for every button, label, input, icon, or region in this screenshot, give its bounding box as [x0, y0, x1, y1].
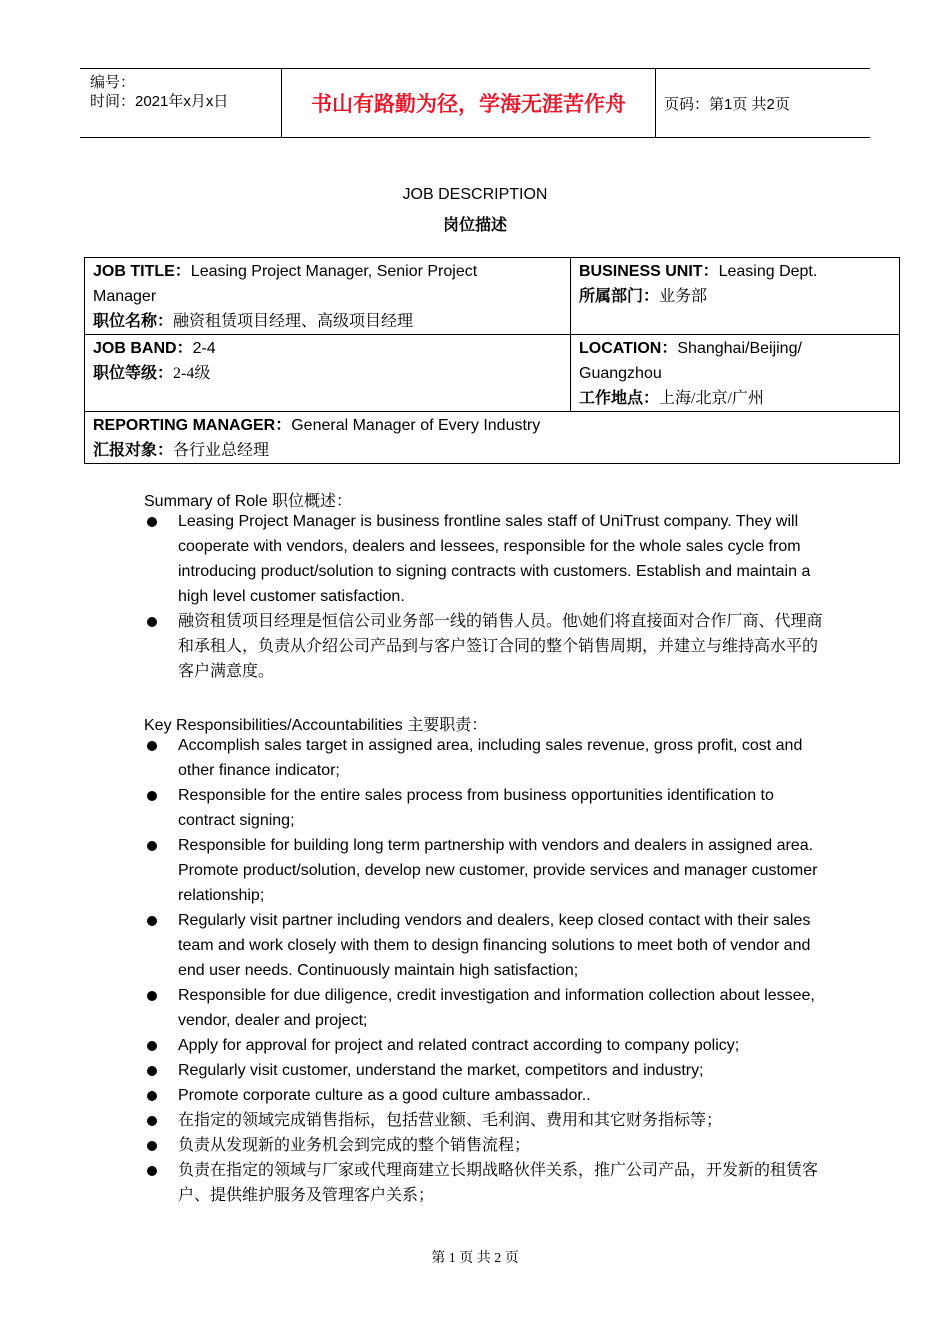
- list-item: [144, 1158, 824, 1208]
- bullet-icon: [147, 1116, 157, 1126]
- bullet-icon: [147, 916, 157, 926]
- job-title-cell: [85, 258, 571, 335]
- location-cell: [571, 335, 900, 412]
- job-info-table: [84, 257, 900, 464]
- job-title-cn-label: 职位名称：: [93, 313, 174, 330]
- bullet-icon: [147, 517, 157, 527]
- responsibility-text: Responsible for due diligence, credit investigation and information collection about lessee, vendor, dealer and project;: [178, 987, 815, 1029]
- header-page-info: 页码：第1页 共2页: [664, 95, 790, 113]
- business-unit-cn-value: 业务部: [659, 288, 708, 305]
- job-title-label: JOB TITLE：: [93, 263, 191, 280]
- time-label: 时间：2021年x月x日: [90, 93, 229, 110]
- job-title-value-2: Manager: [93, 288, 157, 305]
- business-unit-value: Leasing Dept.: [718, 263, 818, 280]
- job-title-value: Leasing Project Manager, Senior Project: [190, 263, 478, 280]
- page-header: [80, 68, 870, 138]
- bullet-icon: [147, 1141, 157, 1151]
- list-item: [144, 1108, 824, 1133]
- list-item: [144, 509, 824, 609]
- location-value-2: Guangzhou: [579, 365, 662, 382]
- responsibility-text: Apply for approval for project and related contract according to company policy;: [178, 1037, 740, 1054]
- header-motto: 书山有路勤为径，学海无涯苦作舟: [281, 69, 656, 137]
- responsibilities-heading: Key Responsibilities/Accountabilities 主要职责：: [144, 717, 488, 734]
- bullet-icon: [147, 1166, 157, 1176]
- responsibility-text: Responsible for the entire sales process from business opportunities identification to contract signing;: [178, 787, 774, 829]
- reporting-label: REPORTING MANAGER：: [93, 417, 292, 434]
- bullet-icon: [147, 1066, 157, 1076]
- job-band-label: JOB BAND：: [93, 340, 193, 357]
- business-unit-cell: [571, 258, 900, 335]
- reporting-cn-value: 各行业总经理: [173, 442, 270, 459]
- list-item: [144, 983, 824, 1033]
- header-meta: [80, 69, 281, 137]
- list-item: [144, 908, 824, 983]
- bullet-icon: [147, 991, 157, 1001]
- bullet-icon: [147, 841, 157, 851]
- list-item: [144, 1033, 824, 1058]
- summary-item-text: 融资租赁项目经理是恒信公司业务部一线的销售人员。他\她们将直接面对合作厂商、代理商和承租人，负责从介绍公司产品到与客户签订合同的整个销售周期，并建立与维持高水平的客户满意度。: [178, 613, 823, 680]
- business-unit-cn-label: 所属部门：: [579, 288, 660, 305]
- bullet-icon: [147, 741, 157, 751]
- document-title: JOB DESCRIPTION: [402, 186, 548, 203]
- responsibility-text: Regularly visit customer, understand the market, competitors and industry;: [178, 1062, 704, 1079]
- responsibility-text: Regularly visit partner including vendors and dealers, keep closed contact with their sales team and work closely with them to design financing solutions to meet both of vendor and end user needs. Continuously maintain high satisfaction;: [178, 912, 811, 979]
- responsibility-text: Promote corporate culture as a good culture ambassador..: [178, 1087, 591, 1104]
- list-item: [144, 1133, 824, 1158]
- responsibilities-list: [144, 733, 824, 1208]
- location-cn-value: 上海/北京/广州: [659, 390, 764, 407]
- document-title-cn: 岗位描述: [442, 217, 507, 234]
- location-value: Shanghai/Beijing/: [677, 340, 802, 357]
- summary-list: [144, 509, 824, 684]
- location-label: LOCATION：: [579, 340, 678, 357]
- number-label: 编号：: [90, 74, 136, 91]
- reporting-cell: [85, 412, 900, 464]
- summary-heading: Summary of Role 职位概述：: [144, 493, 353, 510]
- bullet-icon: [147, 1041, 157, 1051]
- business-unit-label: BUSINESS UNIT：: [579, 263, 719, 280]
- job-band-value: 2-4: [192, 340, 216, 357]
- responsibility-text: 负责在指定的领域与厂家或代理商建立长期战略伙伴关系，推广公司产品，开发新的租赁客户、提供维护服务及管理客户关系；: [178, 1162, 819, 1204]
- location-cn-label: 工作地点：: [579, 390, 660, 407]
- list-item: [144, 609, 824, 684]
- responsibility-text: 在指定的领域完成销售指标，包括营业额、毛利润、费用和其它财务指标等；: [178, 1112, 723, 1129]
- page-footer: 第 1 页 共 2 页: [431, 1251, 519, 1266]
- job-band-cell: [85, 335, 571, 412]
- bullet-icon: [147, 617, 157, 627]
- bullet-icon: [147, 791, 157, 801]
- reporting-value: General Manager of Every Industry: [291, 417, 541, 434]
- list-item: [144, 1058, 824, 1083]
- job-title-cn-value: 融资租赁项目经理、高级项目经理: [173, 313, 414, 330]
- job-band-cn-label: 职位等级：: [93, 365, 174, 382]
- bullet-icon: [147, 1091, 157, 1101]
- list-item: [144, 1083, 824, 1108]
- job-band-cn-value: 2-4级: [173, 365, 211, 382]
- summary-item-text: Leasing Project Manager is business frontline sales staff of UniTrust company. They will cooperate with vendors, dealers and lessees, responsible for the whole sales cycle from introducing product/solution to signing contracts with customers. Establish and maintain a high level customer satisfaction.: [178, 513, 811, 605]
- responsibility-text: Responsible for building long term partnership with vendors and dealers in assigned area. Promote product/solution, develop new customer, provide services and manager customer relationship;: [178, 837, 818, 904]
- list-item: [144, 783, 824, 833]
- reporting-cn-label: 汇报对象：: [93, 442, 174, 459]
- responsibility-text: 负责从发现新的业务机会到完成的整个销售流程；: [178, 1137, 531, 1154]
- responsibility-text: Accomplish sales target in assigned area, including sales revenue, gross profit, cost and other finance indicator;: [178, 737, 803, 779]
- list-item: [144, 733, 824, 783]
- list-item: [144, 833, 824, 908]
